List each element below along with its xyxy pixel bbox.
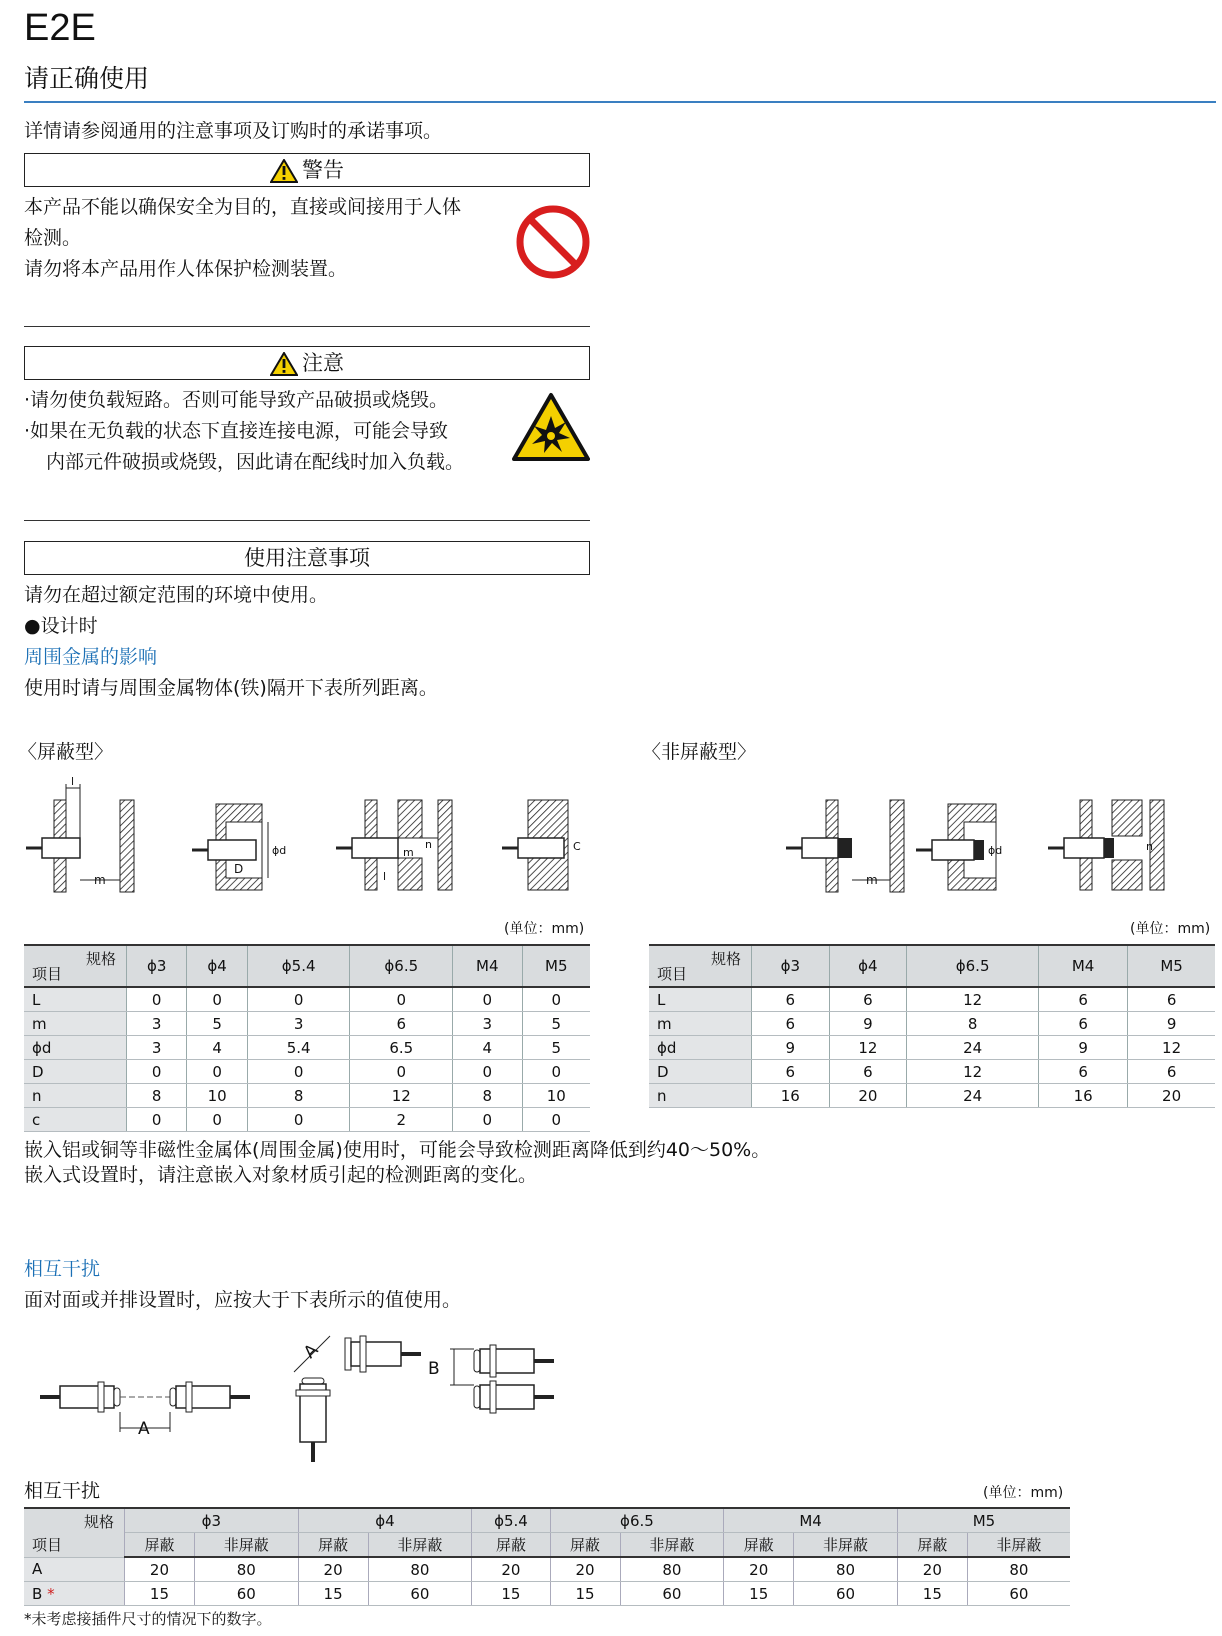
unshielded-cell: 6 xyxy=(829,1060,907,1084)
shielded-cell: 0 xyxy=(127,1108,187,1132)
unshielded-row xyxy=(649,1060,1215,1084)
mutual-perp-a-label: A xyxy=(299,1340,323,1363)
unshielded-row xyxy=(649,987,1215,1012)
mutual-row-b-cell: 15 xyxy=(472,1582,550,1606)
shielded-cell: 0 xyxy=(453,987,522,1012)
shielded-cell: 5.4 xyxy=(247,1036,350,1060)
unshielded-corner-cell xyxy=(649,945,752,987)
warning-bottom-rule xyxy=(24,326,590,327)
mutual-row-b-label-cell xyxy=(24,1582,125,1606)
unshielded-diagram-3-n-label: n xyxy=(1146,840,1153,853)
mutual-row-a-label: A xyxy=(24,1557,125,1582)
unshielded-cell: 9 xyxy=(1128,1012,1215,1036)
shielded-cell: 0 xyxy=(522,1060,590,1084)
mutual-group-header: M5 xyxy=(897,1508,1070,1533)
shielded-diagram-2 xyxy=(192,804,268,890)
mutual-side-b-label: B xyxy=(428,1359,440,1379)
shielded-corner-bottom: 项目 xyxy=(32,965,63,983)
shielded-cell: 3 xyxy=(127,1036,187,1060)
mutual-subheader-unshielded: 非屏蔽 xyxy=(620,1533,724,1558)
metal-note-2: 嵌入式设置时，请注意嵌入对象材质引起的检测距离的变化。 xyxy=(24,1164,538,1186)
unshielded-cell: 12 xyxy=(907,1060,1039,1084)
unshielded-cell: 9 xyxy=(829,1012,907,1036)
unshielded-diagram-2-d-label: ϕd xyxy=(988,844,1003,857)
shielded-cell: 0 xyxy=(247,987,350,1012)
shielded-row-item: ϕd xyxy=(24,1036,127,1060)
mutual-group-header: M4 xyxy=(724,1508,898,1533)
shielded-cell: 0 xyxy=(127,1060,187,1084)
unshielded-cell: 16 xyxy=(1039,1084,1128,1108)
explosion-warning-icon xyxy=(512,392,590,462)
section-title: 请正确使用 xyxy=(24,64,150,93)
unshielded-cell: 6 xyxy=(1039,1012,1128,1036)
shielded-cell: 8 xyxy=(127,1084,187,1108)
warning-header xyxy=(24,153,590,187)
mutual-row-b-cell: 15 xyxy=(298,1582,368,1606)
mutual-row-a-cell: 20 xyxy=(472,1557,550,1582)
shielded-diagrams xyxy=(20,770,595,895)
shielded-cell: 8 xyxy=(247,1084,350,1108)
shielded-table-body xyxy=(24,987,590,1132)
unshielded-table-body xyxy=(649,987,1215,1108)
shielded-cell: 8 xyxy=(453,1084,522,1108)
mutual-row-b-cell: 15 xyxy=(125,1582,195,1606)
mutual-group-header: ϕ5.4 xyxy=(472,1508,550,1533)
mutual-corner-bottom: 项目 xyxy=(32,1535,63,1554)
mutual-table xyxy=(24,1507,1070,1606)
unshielded-col-header: M5 xyxy=(1128,945,1215,987)
mutual-subheader-shielded: 屏蔽 xyxy=(724,1533,794,1558)
mutual-subheader-shielded: 屏蔽 xyxy=(298,1533,368,1558)
unshielded-row xyxy=(649,1084,1215,1108)
shielded-cell: 0 xyxy=(453,1108,522,1132)
shielded-col-header: M4 xyxy=(453,945,522,987)
unshielded-cell: 6 xyxy=(1128,1060,1215,1084)
mutual-unit: (单位：mm) xyxy=(983,1485,1064,1501)
shielded-diagram-1 xyxy=(26,784,134,892)
mutual-description: 面对面或并排设置时，应按大于下表所示的值使用。 xyxy=(24,1289,462,1311)
section-title-rule xyxy=(24,101,1216,103)
caution-bottom-rule xyxy=(24,520,590,521)
design-bullet: ●设计时 xyxy=(24,615,98,637)
caution-header xyxy=(24,346,590,380)
usage-line-1: 请勿在超过额定范围的环境中使用。 xyxy=(24,584,329,606)
mutual-row-b-cell: 60 xyxy=(368,1582,472,1606)
shielded-row xyxy=(24,1084,590,1108)
shielded-label: 〈屏蔽型〉 xyxy=(18,741,114,763)
caution-triangle-icon xyxy=(270,352,298,376)
mutual-row-b-label: B xyxy=(32,1584,43,1603)
warning-line-1: 本产品不能以确保安全为目的，直接或间接用于人体 xyxy=(24,196,462,218)
unshielded-cell: 12 xyxy=(1128,1036,1215,1060)
shielded-diagram-3-n-label: n xyxy=(425,838,432,851)
unshielded-cell: 9 xyxy=(752,1036,830,1060)
shielded-diagram-4-c-label: C xyxy=(573,840,581,853)
unshielded-cell: 9 xyxy=(1039,1036,1128,1060)
mutual-row-b-cell: 15 xyxy=(724,1582,794,1606)
caution-title: 注意 xyxy=(302,351,344,375)
mutual-row-a-cell: 80 xyxy=(794,1557,898,1582)
shielded-cell: 0 xyxy=(350,1060,453,1084)
mutual-row-b-cell: 60 xyxy=(620,1582,724,1606)
mutual-face-a-label: A xyxy=(138,1419,150,1439)
shielded-col-header: ϕ4 xyxy=(187,945,247,987)
mutual-subheader-row xyxy=(24,1533,1070,1558)
shielded-cell: 6 xyxy=(350,1012,453,1036)
shielded-row-item: c xyxy=(24,1108,127,1132)
mutual-row-a-cell: 80 xyxy=(194,1557,298,1582)
mutual-group-header: ϕ6.5 xyxy=(550,1508,724,1533)
unshielded-row-item: D xyxy=(649,1060,752,1084)
shielded-cell: 5 xyxy=(522,1012,590,1036)
mutual-row-a xyxy=(24,1557,1070,1582)
shielded-cell: 0 xyxy=(187,1060,247,1084)
unshielded-label: 〈非屏蔽型〉 xyxy=(642,741,757,763)
mutual-corner-cell xyxy=(24,1508,125,1557)
mutual-row-b-cell: 60 xyxy=(967,1582,1070,1606)
shielded-row xyxy=(24,1012,590,1036)
shielded-cell: 5 xyxy=(187,1012,247,1036)
shielded-col-header: ϕ5.4 xyxy=(247,945,350,987)
shielded-row xyxy=(24,1060,590,1084)
shielded-row-item: D xyxy=(24,1060,127,1084)
unshielded-cell: 6 xyxy=(752,1012,830,1036)
shielded-col-header: ϕ6.5 xyxy=(350,945,453,987)
shielded-corner-top: 规格 xyxy=(85,950,116,968)
shielded-cell: 0 xyxy=(247,1060,350,1084)
mutual-row-b-mark: * xyxy=(47,1584,55,1603)
mutual-table-title: 相互干扰 xyxy=(24,1480,101,1502)
mutual-subheader-shielded: 屏蔽 xyxy=(125,1533,195,1558)
unshielded-row xyxy=(649,1012,1215,1036)
unshielded-corner-top: 规格 xyxy=(710,950,741,968)
mutual-group-header: ϕ4 xyxy=(298,1508,472,1533)
mutual-row-a-cell: 20 xyxy=(724,1557,794,1582)
shielded-cell: 2 xyxy=(350,1108,453,1132)
unshielded-col-header: M4 xyxy=(1039,945,1128,987)
mutual-group-header: ϕ3 xyxy=(125,1508,299,1533)
shielded-cell: 6.5 xyxy=(350,1036,453,1060)
shielded-cell: 0 xyxy=(127,987,187,1012)
unshielded-row xyxy=(649,1036,1215,1060)
mutual-row-a-cell: 20 xyxy=(298,1557,368,1582)
mutual-row-a-cell: 20 xyxy=(125,1557,195,1582)
shielded-cell: 10 xyxy=(522,1084,590,1108)
unshielded-col-header: ϕ6.5 xyxy=(907,945,1039,987)
shielded-cell: 10 xyxy=(187,1084,247,1108)
mutual-diagrams xyxy=(24,1320,594,1470)
shielded-table xyxy=(24,944,590,1132)
mutual-row-a-cell: 20 xyxy=(550,1557,620,1582)
shielded-cell: 0 xyxy=(453,1060,522,1084)
usage-title: 使用注意事项 xyxy=(244,546,370,570)
unshielded-col-header: ϕ4 xyxy=(829,945,907,987)
unshielded-cell: 20 xyxy=(1128,1084,1215,1108)
shielded-diagram-4 xyxy=(502,800,568,890)
shielded-cell: 3 xyxy=(453,1012,522,1036)
mutual-heading: 相互干扰 xyxy=(24,1258,101,1280)
mutual-row-b-cell: 15 xyxy=(897,1582,967,1606)
product-code: E2E xyxy=(24,7,96,49)
metal-note-1: 嵌入铝或铜等非磁性金属体(周围金属)使用时，可能会导致检测距离降低到约40～50%。 xyxy=(24,1139,771,1161)
mutual-row-a-cell: 80 xyxy=(967,1557,1070,1582)
metal-description: 使用时请与周围金属物体(铁)隔开下表所列距离。 xyxy=(24,677,438,699)
unshielded-cell: 24 xyxy=(907,1036,1039,1060)
unshielded-cell: 6 xyxy=(1128,987,1215,1012)
unshielded-unit: (单位：mm) xyxy=(1130,921,1211,937)
shielded-col-header: ϕ3 xyxy=(127,945,187,987)
shielded-row xyxy=(24,1036,590,1060)
mutual-row-a-cell: 80 xyxy=(368,1557,472,1582)
shielded-cell: 3 xyxy=(247,1012,350,1036)
unshielded-cell: 6 xyxy=(829,987,907,1012)
unshielded-corner-bottom: 项目 xyxy=(657,965,688,983)
mutual-row-a-cell: 80 xyxy=(620,1557,724,1582)
unshielded-cell: 20 xyxy=(829,1084,907,1108)
shielded-diagram-2-d-label: ϕd xyxy=(272,844,287,857)
mutual-subheader-shielded: 屏蔽 xyxy=(550,1533,620,1558)
intro-text: 详情请参阅通用的注意事项及订购时的承诺事项。 xyxy=(24,120,443,142)
unshielded-cell: 6 xyxy=(752,987,830,1012)
mutual-row-b-cell: 60 xyxy=(794,1582,898,1606)
unshielded-cell: 12 xyxy=(829,1036,907,1060)
mutual-subheader-unshielded: 非屏蔽 xyxy=(967,1533,1070,1558)
shielded-row-item: n xyxy=(24,1084,127,1108)
mutual-row-b-cell: 60 xyxy=(194,1582,298,1606)
shielded-diagram-3 xyxy=(336,800,452,890)
shielded-cell: 0 xyxy=(350,987,453,1012)
shielded-cell: 4 xyxy=(453,1036,522,1060)
mutual-subheader-unshielded: 非屏蔽 xyxy=(194,1533,298,1558)
unshielded-cell: 16 xyxy=(752,1084,830,1108)
mutual-subheader-unshielded: 非屏蔽 xyxy=(368,1533,472,1558)
unshielded-row-item: n xyxy=(649,1084,752,1108)
unshielded-col-header: ϕ3 xyxy=(752,945,830,987)
shielded-cell: 4 xyxy=(187,1036,247,1060)
shielded-cell: 12 xyxy=(350,1084,453,1108)
unshielded-diagram-1-m-label: m xyxy=(866,873,878,887)
shielded-cell: 5 xyxy=(522,1036,590,1060)
shielded-diagram-1-l-label: l xyxy=(71,775,75,788)
usage-header xyxy=(24,541,590,575)
shielded-row-item: L xyxy=(24,987,127,1012)
shielded-row xyxy=(24,987,590,1012)
shielded-diagram-1-m-label: m xyxy=(94,873,106,887)
shielded-cell: 0 xyxy=(247,1108,350,1132)
unshielded-cell: 6 xyxy=(1039,987,1128,1012)
unshielded-diagram-2 xyxy=(916,804,996,890)
shielded-cell: 0 xyxy=(187,1108,247,1132)
unshielded-row-item: ϕd xyxy=(649,1036,752,1060)
caution-line-1: ·请勿使负载短路。否则可能导致产品破损或烧毁。 xyxy=(24,389,449,411)
unshielded-cell: 6 xyxy=(1039,1060,1128,1084)
mutual-subheader-unshielded: 非屏蔽 xyxy=(794,1533,898,1558)
shielded-cell: 0 xyxy=(187,987,247,1012)
mutual-subheader-shielded: 屏蔽 xyxy=(472,1533,550,1558)
unshielded-table xyxy=(649,944,1215,1108)
warning-triangle-icon xyxy=(270,159,298,183)
shielded-row-item: m xyxy=(24,1012,127,1036)
prohibition-icon xyxy=(515,204,591,280)
mutual-side-by-side-diagram xyxy=(450,1345,554,1413)
metal-heading: 周围金属的影响 xyxy=(24,646,158,668)
unshielded-row-item: m xyxy=(649,1012,752,1036)
mutual-row-a-cell: 20 xyxy=(897,1557,967,1582)
shielded-col-header: M5 xyxy=(522,945,590,987)
mutual-row-b-cell: 15 xyxy=(550,1582,620,1606)
shielded-cell: 0 xyxy=(522,1108,590,1132)
shielded-corner-cell xyxy=(24,945,127,987)
unshielded-cell: 24 xyxy=(907,1084,1039,1108)
warning-line-2: 检测。 xyxy=(24,227,82,249)
unshielded-diagrams xyxy=(780,770,1220,895)
shielded-diagram-3-m-label: m xyxy=(403,846,414,859)
shielded-cell: 0 xyxy=(522,987,590,1012)
shielded-cell: 3 xyxy=(127,1012,187,1036)
caution-line-2: ·如果在无负载的状态下直接连接电源，可能会导致 xyxy=(24,420,449,442)
shielded-diagram-3-l-label: l xyxy=(383,870,387,883)
warning-line-3: 请勿将本产品用作人体保护检测装置。 xyxy=(24,258,348,280)
unshielded-row-item: L xyxy=(649,987,752,1012)
unshielded-cell: 8 xyxy=(907,1012,1039,1036)
mutual-subheader-shielded: 屏蔽 xyxy=(897,1533,967,1558)
unshielded-diagram-1 xyxy=(786,800,904,892)
unshielded-cell: 12 xyxy=(907,987,1039,1012)
shielded-row xyxy=(24,1108,590,1132)
mutual-row-b xyxy=(24,1582,1070,1606)
mutual-corner-top: 规格 xyxy=(83,1513,114,1531)
shielded-diagram-2-D-label: D xyxy=(234,862,244,876)
mutual-footnote: *未考虑接插件尺寸的情况下的数字。 xyxy=(24,1610,272,1628)
shielded-unit: (单位：mm) xyxy=(504,921,585,937)
caution-line-3: 内部元件破损或烧毁，因此请在配线时加入负载。 xyxy=(46,451,465,473)
unshielded-cell: 6 xyxy=(752,1060,830,1084)
warning-title: 警告 xyxy=(302,158,344,182)
